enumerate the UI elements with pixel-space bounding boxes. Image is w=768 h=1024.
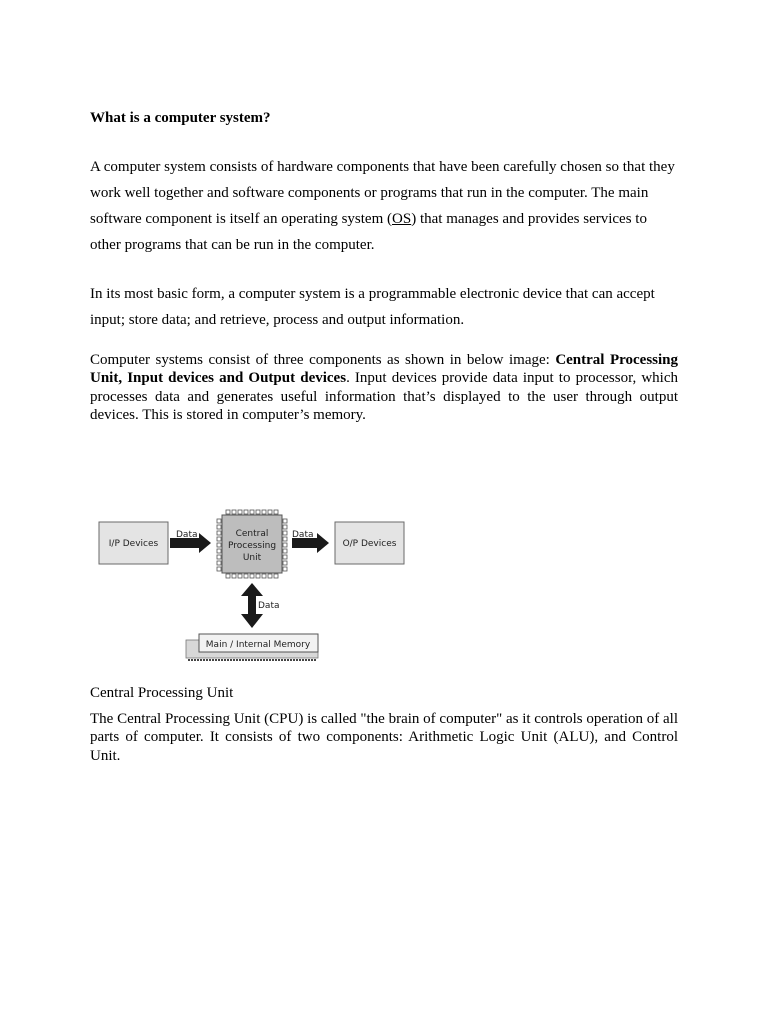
- input-devices-label: I/P Devices: [108, 539, 159, 549]
- components-text-end: . Input devices provide data input to processor, which processes data and generates useful information that’s displayed to the user through output devices. This is stored in computer’s memory.: [90, 370, 678, 424]
- data-label-right: Data: [292, 530, 314, 540]
- computer-system-diagram: [95, 505, 415, 670]
- cpu-heading: Central Processing Unit: [90, 685, 234, 701]
- components-bold-text: Central Processing Unit, Input devices and Output devices: [90, 352, 679, 387]
- intro-text-end: ) that manages and provides services to other programs that can be run in the computer.: [90, 211, 647, 253]
- page-heading: What is a computer system?: [90, 110, 271, 126]
- intro-text-start: A computer system consists of hardware components that have been carefully chosen so that they work well together and software components or programs that run in the computer. The main software component is itself an operating system (: [90, 159, 675, 227]
- components-text-start: Computer systems consist of three components as shown in below image:: [90, 352, 556, 368]
- output-devices-label: O/P Devices: [342, 539, 397, 549]
- os-link[interactable]: OS: [392, 211, 412, 227]
- cpu-label-line1: Central: [235, 529, 269, 539]
- memory-label: Main / Internal Memory: [205, 640, 311, 650]
- components-paragraph: [90, 351, 678, 425]
- data-label-left: Data: [176, 530, 198, 540]
- cpu-label-line3: Unit: [242, 553, 262, 563]
- intro-paragraph: [90, 154, 680, 258]
- cpu-paragraph: The Central Processing Unit (CPU) is called "the brain of computer" as it controls operation of all parts of computer. It consists of two components: Arithmetic Logic Unit (ALU), and Control Unit.: [90, 711, 678, 764]
- data-label-vertical: Data: [258, 601, 280, 611]
- basic-form-paragraph: In its most basic form, a computer system is a programmable electronic device that can accept input; store data; and retrieve, process and output information.: [90, 286, 655, 328]
- cpu-label-line2: Processing: [227, 541, 277, 551]
